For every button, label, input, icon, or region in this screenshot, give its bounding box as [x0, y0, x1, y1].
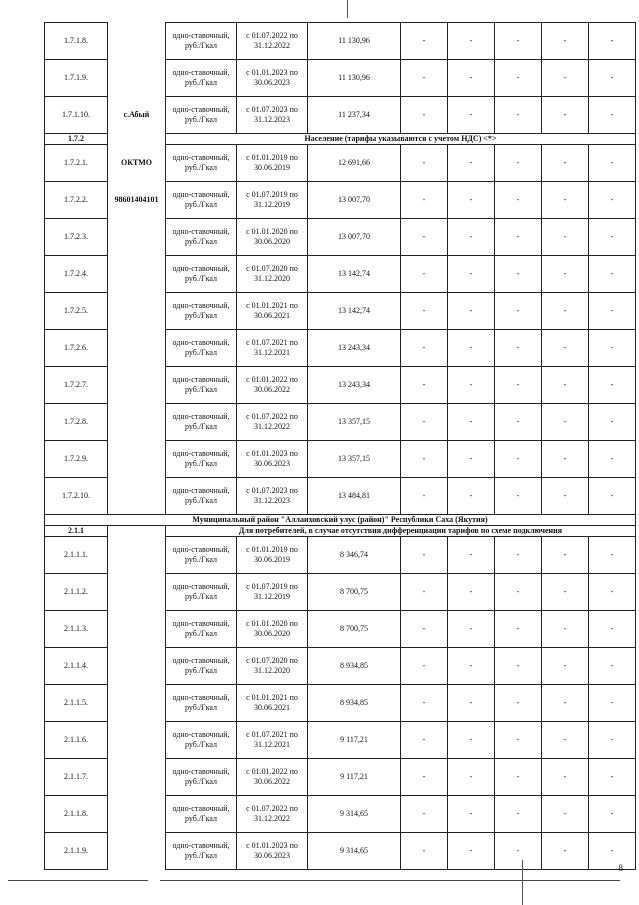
tariff-type: одно-ставочный, руб./Гкал [166, 330, 237, 367]
empty-value: - [589, 722, 636, 759]
empty-value: - [542, 574, 589, 611]
table-row [45, 60, 636, 97]
empty-value: - [495, 537, 542, 574]
empty-value: - [542, 722, 589, 759]
tariff-period: с 01.01.2021 по 30.06.2021 [237, 293, 308, 330]
empty-value: - [495, 60, 542, 97]
row-number: 1.7.2.9. [45, 441, 108, 478]
tariff-type: одно-ставочный, руб./Гкал [166, 23, 237, 60]
empty-value: - [495, 478, 542, 515]
tariff-type: одно-ставочный, руб./Гкал [166, 648, 237, 685]
tariff-table [44, 22, 636, 870]
table-row [45, 759, 636, 796]
tariff-type: одно-ставочный, руб./Гкал [166, 441, 237, 478]
municipality-cell [108, 759, 166, 796]
municipality-cell: 98601404101 [108, 182, 166, 219]
tariff-period: с 01.07.2022 по 31.12.2022 [237, 404, 308, 441]
footer-rule [8, 880, 148, 881]
empty-value: - [542, 441, 589, 478]
empty-value: - [401, 404, 448, 441]
empty-value: - [495, 759, 542, 796]
empty-value: - [495, 796, 542, 833]
tariff-price: 8 700,75 [308, 611, 401, 648]
empty-value: - [589, 330, 636, 367]
empty-value: - [589, 796, 636, 833]
municipality-cell [108, 367, 166, 404]
municipality-cell [108, 833, 166, 870]
empty-value: - [401, 60, 448, 97]
tariff-period: с 01.07.2021 по 31.12.2021 [237, 330, 308, 367]
tariff-type: одно-ставочный, руб./Гкал [166, 685, 237, 722]
table-row [45, 256, 636, 293]
tariff-price: 8 346,74 [308, 537, 401, 574]
empty-value: - [495, 219, 542, 256]
municipality-cell [108, 648, 166, 685]
table-row [45, 611, 636, 648]
empty-value: - [542, 60, 589, 97]
empty-value: - [589, 60, 636, 97]
municipality-cell [108, 60, 166, 97]
empty-value: - [495, 574, 542, 611]
empty-value: - [401, 537, 448, 574]
empty-value: - [448, 182, 495, 219]
tariff-price: 8 934,85 [308, 648, 401, 685]
empty-value: - [448, 293, 495, 330]
row-number: 1.7.2.1. [45, 145, 108, 182]
empty-value: - [542, 759, 589, 796]
section-row [45, 515, 636, 526]
empty-value: - [448, 219, 495, 256]
section-title: Для потребителей, в случае отсутствия дифференциации тарифов по схеме подключения [166, 526, 636, 537]
municipality-cell [108, 526, 166, 537]
empty-value: - [542, 330, 589, 367]
row-number: 1.7.2.2. [45, 182, 108, 219]
row-number: 2.1.1.6. [45, 722, 108, 759]
tariff-price: 8 700,75 [308, 574, 401, 611]
empty-value: - [589, 293, 636, 330]
empty-value: - [589, 256, 636, 293]
tariff-type: одно-ставочный, руб./Гкал [166, 537, 237, 574]
empty-value: - [448, 722, 495, 759]
tariff-period: с 01.07.2019 по 31.12.2019 [237, 574, 308, 611]
empty-value: - [495, 367, 542, 404]
table-row [45, 478, 636, 515]
tariff-price: 9 117,21 [308, 722, 401, 759]
tariff-price: 9 314,65 [308, 833, 401, 870]
empty-value: - [448, 611, 495, 648]
row-number: 2.1.1.2. [45, 574, 108, 611]
tariff-type: одно-ставочный, руб./Гкал [166, 722, 237, 759]
empty-value: - [589, 478, 636, 515]
municipality-cell [108, 574, 166, 611]
empty-value: - [495, 23, 542, 60]
table-row [45, 537, 636, 574]
empty-value: - [542, 219, 589, 256]
empty-value: - [542, 611, 589, 648]
table-row [45, 648, 636, 685]
empty-value: - [401, 722, 448, 759]
tariff-period: с 01.07.2020 по 31.12.2020 [237, 256, 308, 293]
municipality-cell [108, 330, 166, 367]
tariff-type: одно-ставочный, руб./Гкал [166, 404, 237, 441]
tariff-period: с 01.01.2022 по 30.06.2022 [237, 367, 308, 404]
section-title: Муниципальный район "Аллаиховский улус (район)" Республики Саха (Якутия) [45, 515, 636, 526]
table-row [45, 145, 636, 182]
row-number: 2.1.1.9. [45, 833, 108, 870]
tariff-period: с 01.01.2023 по 30.06.2023 [237, 441, 308, 478]
empty-value: - [401, 441, 448, 478]
empty-value: - [589, 23, 636, 60]
empty-value: - [401, 611, 448, 648]
row-number: 1.7.2.8. [45, 404, 108, 441]
tariff-price: 13 142,74 [308, 256, 401, 293]
empty-value: - [542, 97, 589, 134]
empty-value: - [542, 796, 589, 833]
empty-value: - [589, 97, 636, 134]
empty-value: - [495, 441, 542, 478]
tariff-period: с 01.07.2021 по 31.12.2021 [237, 722, 308, 759]
empty-value: - [448, 330, 495, 367]
table-row [45, 367, 636, 404]
empty-value: - [589, 574, 636, 611]
empty-value: - [448, 648, 495, 685]
tariff-type: одно-ставочный, руб./Гкал [166, 367, 237, 404]
row-number: 1.7.1.10. [45, 97, 108, 134]
row-number: 1.7.2.3. [45, 219, 108, 256]
empty-value: - [495, 330, 542, 367]
empty-value: - [495, 685, 542, 722]
tariff-price: 13 484,81 [308, 478, 401, 515]
empty-value: - [448, 759, 495, 796]
empty-value: - [401, 97, 448, 134]
table-row [45, 330, 636, 367]
tariff-price: 11 130,96 [308, 60, 401, 97]
empty-value: - [495, 648, 542, 685]
tariff-type: одно-ставочный, руб./Гкал [166, 219, 237, 256]
section-row [45, 526, 636, 537]
municipality-cell [108, 611, 166, 648]
tariff-price: 13 357,15 [308, 441, 401, 478]
tariff-period: с 01.07.2022 по 31.12.2022 [237, 23, 308, 60]
row-number: 2.1.1.7. [45, 759, 108, 796]
tariff-price: 13 142,74 [308, 293, 401, 330]
empty-value: - [495, 611, 542, 648]
tariff-type: одно-ставочный, руб./Гкал [166, 574, 237, 611]
municipality-cell [108, 441, 166, 478]
table-row [45, 404, 636, 441]
row-number: 2.1.1.5. [45, 685, 108, 722]
empty-value: - [448, 685, 495, 722]
table-row [45, 23, 636, 60]
table-row [45, 722, 636, 759]
section-number: 2.1.1 [45, 526, 108, 537]
empty-value: - [589, 648, 636, 685]
section-title: Население (тарифы указываются с учетом НДС) <*> [166, 134, 636, 145]
empty-value: - [542, 145, 589, 182]
empty-value: - [542, 685, 589, 722]
empty-value: - [495, 182, 542, 219]
tariff-price: 8 934,85 [308, 685, 401, 722]
empty-value: - [542, 833, 589, 870]
table-row [45, 182, 636, 219]
empty-value: - [401, 833, 448, 870]
empty-value: - [448, 404, 495, 441]
empty-value: - [448, 256, 495, 293]
tariff-period: с 01.07.2020 по 31.12.2020 [237, 648, 308, 685]
empty-value: - [448, 97, 495, 134]
tariff-price: 9 117,21 [308, 759, 401, 796]
empty-value: - [401, 478, 448, 515]
section-row [45, 134, 636, 145]
empty-value: - [589, 367, 636, 404]
tariff-price: 13 243,34 [308, 330, 401, 367]
empty-value: - [495, 97, 542, 134]
empty-value: - [542, 648, 589, 685]
tariff-period: с 01.01.2023 по 30.06.2023 [237, 60, 308, 97]
tariff-type: одно-ставочный, руб./Гкал [166, 478, 237, 515]
tariff-type: одно-ставочный, руб./Гкал [166, 145, 237, 182]
tariff-type: одно-ставочный, руб./Гкал [166, 97, 237, 134]
tariff-price: 11 237,34 [308, 97, 401, 134]
tariff-period: с 01.01.2019 по 30.06.2019 [237, 537, 308, 574]
empty-value: - [589, 611, 636, 648]
empty-value: - [589, 759, 636, 796]
empty-value: - [495, 833, 542, 870]
empty-value: - [589, 219, 636, 256]
empty-value: - [448, 537, 495, 574]
tariff-period: с 01.01.2020 по 30.06.2020 [237, 611, 308, 648]
empty-value: - [448, 145, 495, 182]
empty-value: - [401, 330, 448, 367]
tariff-period: с 01.07.2023 по 31.12.2023 [237, 97, 308, 134]
municipality-cell [108, 23, 166, 60]
empty-value: - [589, 404, 636, 441]
tariff-price: 13 243,34 [308, 367, 401, 404]
empty-value: - [401, 574, 448, 611]
tariff-type: одно-ставочный, руб./Гкал [166, 833, 237, 870]
empty-value: - [448, 574, 495, 611]
municipality-cell [108, 685, 166, 722]
municipality-cell: ОКТМО [108, 145, 166, 182]
empty-value: - [589, 182, 636, 219]
empty-value: - [542, 23, 589, 60]
municipality-cell [108, 537, 166, 574]
tariff-type: одно-ставочный, руб./Гкал [166, 60, 237, 97]
table-row [45, 97, 636, 134]
tariff-type: одно-ставочный, руб./Гкал [166, 293, 237, 330]
empty-value: - [401, 759, 448, 796]
empty-value: - [542, 404, 589, 441]
tariff-type: одно-ставочный, руб./Гкал [166, 796, 237, 833]
municipality-cell: с.Абый [108, 97, 166, 134]
empty-value: - [448, 23, 495, 60]
tariff-price: 13 007,70 [308, 219, 401, 256]
table-row [45, 796, 636, 833]
empty-value: - [448, 478, 495, 515]
tariff-period: с 01.01.2023 по 30.06.2023 [237, 833, 308, 870]
row-number: 1.7.2.6. [45, 330, 108, 367]
empty-value: - [495, 722, 542, 759]
empty-value: - [401, 145, 448, 182]
empty-value: - [542, 293, 589, 330]
tariff-type: одно-ставочный, руб./Гкал [166, 759, 237, 796]
empty-value: - [448, 60, 495, 97]
table-row [45, 574, 636, 611]
empty-value: - [448, 833, 495, 870]
row-number: 2.1.1.1. [45, 537, 108, 574]
tariff-price: 13 007,70 [308, 182, 401, 219]
tariff-type: одно-ставочный, руб./Гкал [166, 182, 237, 219]
municipality-cell [108, 478, 166, 515]
empty-value: - [401, 685, 448, 722]
tariff-price: 9 314,65 [308, 796, 401, 833]
empty-value: - [495, 404, 542, 441]
tariff-type: одно-ставочный, руб./Гкал [166, 256, 237, 293]
row-number: 1.7.2.7. [45, 367, 108, 404]
page-number: 8 [618, 863, 623, 873]
table-row [45, 441, 636, 478]
empty-value: - [401, 182, 448, 219]
empty-value: - [495, 256, 542, 293]
empty-value: - [542, 182, 589, 219]
empty-value: - [542, 478, 589, 515]
municipality-cell [108, 293, 166, 330]
municipality-cell [108, 256, 166, 293]
tariff-period: с 01.01.2021 по 30.06.2021 [237, 685, 308, 722]
empty-value: - [448, 441, 495, 478]
municipality-cell [108, 219, 166, 256]
tariff-period: с 01.07.2023 по 31.12.2023 [237, 478, 308, 515]
table-row [45, 293, 636, 330]
table-row [45, 833, 636, 870]
empty-value: - [448, 367, 495, 404]
empty-value: - [589, 833, 636, 870]
tariff-period: с 01.01.2019 по 30.06.2019 [237, 145, 308, 182]
empty-value: - [401, 367, 448, 404]
row-number: 2.1.1.3. [45, 611, 108, 648]
empty-value: - [448, 796, 495, 833]
scan-line [347, 0, 348, 18]
empty-value: - [495, 293, 542, 330]
empty-value: - [401, 293, 448, 330]
empty-value: - [589, 537, 636, 574]
empty-value: - [401, 219, 448, 256]
tariff-type: одно-ставочный, руб./Гкал [166, 611, 237, 648]
empty-value: - [589, 685, 636, 722]
tariff-period: с 01.07.2022 по 31.12.2022 [237, 796, 308, 833]
row-number: 2.1.1.8. [45, 796, 108, 833]
tariff-period: с 01.07.2019 по 31.12.2019 [237, 182, 308, 219]
empty-value: - [589, 441, 636, 478]
municipality-cell [108, 796, 166, 833]
row-number: 1.7.2.4. [45, 256, 108, 293]
municipality-cell [108, 404, 166, 441]
empty-value: - [542, 367, 589, 404]
tariff-table-body [45, 23, 636, 870]
section-number: 1.7.2 [45, 134, 108, 145]
tariff-price: 11 130,96 [308, 23, 401, 60]
empty-value: - [401, 256, 448, 293]
empty-value: - [401, 796, 448, 833]
table-row [45, 685, 636, 722]
tariff-period: с 01.01.2022 по 30.06.2022 [237, 759, 308, 796]
footer-rule [160, 880, 620, 881]
row-number: 1.7.2.5. [45, 293, 108, 330]
empty-value: - [401, 648, 448, 685]
scan-line [522, 860, 523, 905]
municipality-cell [108, 134, 166, 145]
tariff-period: с 01.01.2020 по 30.06.2020 [237, 219, 308, 256]
empty-value: - [542, 537, 589, 574]
row-number: 2.1.1.4. [45, 648, 108, 685]
empty-value: - [401, 23, 448, 60]
row-number: 1.7.1.9. [45, 60, 108, 97]
empty-value: - [495, 145, 542, 182]
municipality-cell [108, 722, 166, 759]
tariff-price: 13 357,15 [308, 404, 401, 441]
table-row [45, 219, 636, 256]
empty-value: - [542, 256, 589, 293]
row-number: 1.7.1.8. [45, 23, 108, 60]
tariff-price: 12 691,66 [308, 145, 401, 182]
row-number: 1.7.2.10. [45, 478, 108, 515]
empty-value: - [589, 145, 636, 182]
